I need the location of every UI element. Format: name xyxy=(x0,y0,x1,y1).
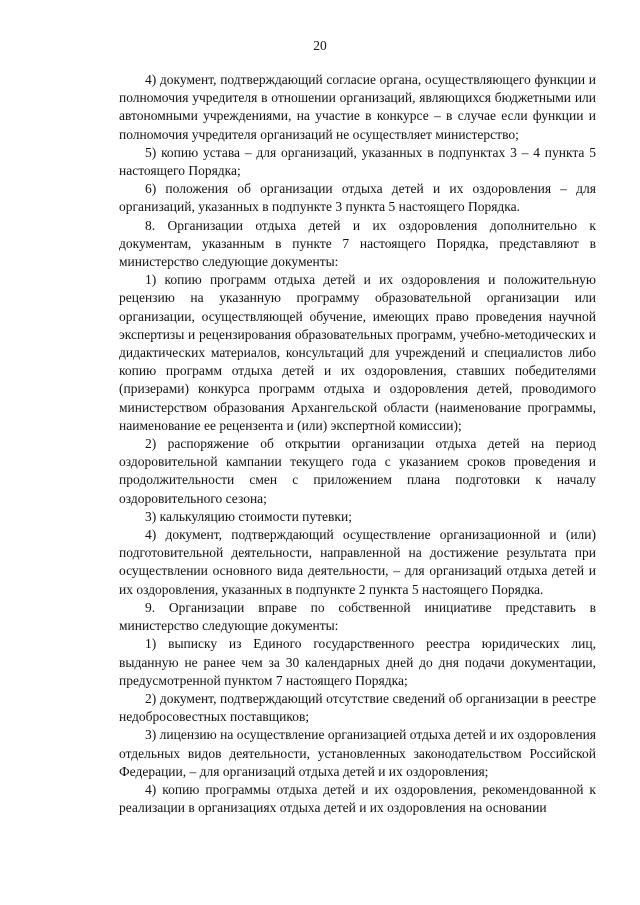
paragraph: 3) калькуляцию стоимости путевки; xyxy=(145,508,352,524)
paragraph: 1) копию программ отдыха детей и их оздоровления и положительную рецензию на указанную программу образовательной организации или организации, осуществляющей обучение, имеющих право проведения научной экспертизы и рецензирования образовательных программ, учебно-методических и дидактических материалов, консультаций для учреждений и специалистов либо копию программ отдыха детей и их оздоровления, ставших победителями (призерами) конкурса программ отдыха и оздоровления детей, проводимого министерством образования Архангельской области (наименование программы, наименование ее рецензента и (или) экспертной комиссии); xyxy=(119,272,596,433)
paragraph: 3) лицензию на осуществление организацией отдыха детей и их оздоровления отдельных видов деятельности, установленных законодательством Российской Федерации, – для организаций отдыха детей и их оздоровления; xyxy=(119,727,596,779)
paragraph: 9. Организации вправе по собственной инициативе представить в министерство следующие документы: xyxy=(119,599,596,634)
paragraph: 6) положения об организации отдыха детей и их оздоровления – для организаций, указанных в подпункте 3 пункта 5 настоящего Порядка. xyxy=(119,181,596,215)
paragraph: 4) документ, подтверждающий согласие органа, осуществляющего функции и полномочия учредителя в отношении организаций, являющихся бюджетными или автономными учреждениями, на участие в конкурсе – в случае если функции и полномочия учредителя организаций не осуществляет министерство; xyxy=(119,72,596,142)
paragraph: 5) копию устава – для организаций, указанных в подпунктах 3 – 4 пункта 5 настоящего Порядка; xyxy=(119,144,596,179)
paragraph: 4) копию программы отдыха детей и их оздоровления, рекомендованной к реализации в организациях отдыха детей и их оздоровления на основании xyxy=(119,781,596,816)
paragraph: 1) выписку из Единого государственного реестра юридических лиц, выданную не ранее чем за 30 календарных дней до дня подачи документации, предусмотренной пунктом 7 настоящего Порядка; xyxy=(119,636,596,688)
page-number: 20 xyxy=(313,38,327,53)
paragraph: 2) распоряжение об открытии организации отдыха детей на период оздоровительной кампании текущего года с указанием сроков проведения и продолжительности смен с приложением плана подготовки к началу оздоровительного сезона; xyxy=(119,436,596,506)
paragraph: 4) документ, подтверждающий осуществление организационной и (или) подготовительной деятельности, направленной на достижение результата при осуществлении основного вида деятельности, – для организаций отдыха детей и их оздоровления, указанных в подпункте 2 пункта 5 настоящего Порядка. xyxy=(119,527,596,597)
paragraph: 2) документ, подтверждающий отсутствие сведений об организации в реестре недобросовестных поставщиков; xyxy=(119,690,596,725)
paragraph: 8. Организации отдыха детей и их оздоровления дополнительно к документам, указанным в пункте 7 настоящего Порядка, представляют в министерство следующие документы: xyxy=(119,217,596,270)
document-body xyxy=(119,71,596,817)
